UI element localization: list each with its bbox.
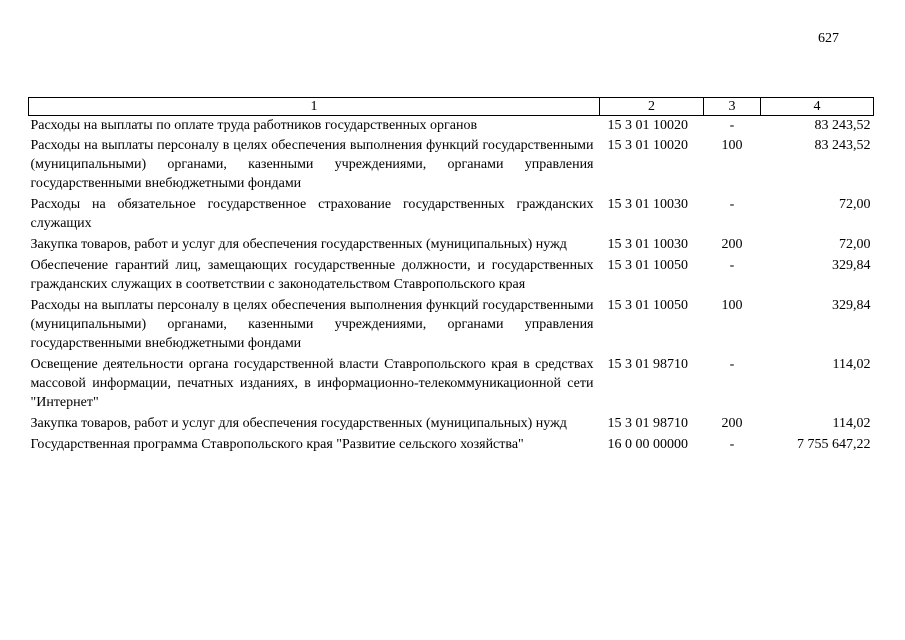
row-expense-type: - [729,357,735,372]
header-col-1: 1 [29,98,600,116]
row-description: Расходы на обязательное государственное страхование государственных гражданских служащих [30,197,594,231]
row-expense-type: 200 [721,416,743,431]
row-description: Расходы на выплаты персоналу в целях обеспечения выполнения функций государственными (муниципальными) органами, казенными учреждениями, органами управления государственными внебюджетными фондами [30,138,594,191]
row-code: 15 3 01 10030 [607,237,688,252]
row-expense-type: 100 [721,298,743,313]
table-row [29,136,874,195]
table-row [29,235,874,256]
row-expense-type: - [729,197,735,212]
row-amount: 7 755 647,22 [797,437,871,452]
table-row [29,296,874,355]
row-description: Обеспечение гарантий лиц, замещающих государственные должности, и государственных гражданских служащих в соответствии с законодательством Ставропольского края [30,258,594,292]
row-code: 15 3 01 10050 [607,258,688,273]
row-amount: 114,02 [832,416,871,431]
row-code: 16 0 00 00000 [607,437,688,452]
table-row [29,116,874,137]
row-amount: 83 243,52 [814,138,871,153]
row-description: Расходы на выплаты по оплате труда работников государственных органов [30,118,478,133]
row-code: 15 3 01 10050 [607,298,688,313]
row-expense-type: 200 [721,237,743,252]
budget-table [28,97,874,455]
row-amount: 72,00 [839,237,871,252]
table-row [29,414,874,435]
table-row [29,256,874,296]
row-code: 15 3 01 10020 [607,118,688,133]
row-amount: 329,84 [832,258,871,273]
row-description: Закупка товаров, работ и услуг для обеспечения государственных (муниципальных) нужд [30,416,567,431]
row-code: 15 3 01 98710 [607,357,688,372]
header-col-2: 2 [600,98,704,116]
row-expense-type: - [729,118,735,133]
row-amount: 83 243,52 [814,118,871,133]
table-header [29,98,874,116]
row-description: Освещение деятельности органа государственной власти Ставропольского края в средствах массовой информации, печатных изданиях, в информационно-телекоммуникационной сети "Интернет" [30,357,594,410]
row-code: 15 3 01 10030 [607,197,688,212]
row-code: 15 3 01 10020 [607,138,688,153]
row-description: Закупка товаров, работ и услуг для обеспечения государственных (муниципальных) нужд [30,237,567,252]
header-col-4: 4 [761,98,874,116]
header-col-3: 3 [704,98,761,116]
table-row [29,195,874,235]
table-row [29,435,874,455]
row-expense-type: - [729,437,735,452]
row-amount: 114,02 [832,357,871,372]
row-expense-type: 100 [721,138,743,153]
page-number: 627 [818,31,839,46]
header-row [29,98,874,116]
row-code: 15 3 01 98710 [607,416,688,431]
row-amount: 72,00 [839,197,871,212]
row-expense-type: - [729,258,735,273]
table-body [29,116,874,456]
row-description: Государственная программа Ставропольского края "Развитие сельского хозяйства" [30,437,524,452]
row-description: Расходы на выплаты персоналу в целях обеспечения выполнения функций государственными (муниципальными) органами, казенными учреждениями, органами управления государственными внебюджетными фондами [30,298,594,351]
row-amount: 329,84 [832,298,871,313]
table-row [29,355,874,414]
